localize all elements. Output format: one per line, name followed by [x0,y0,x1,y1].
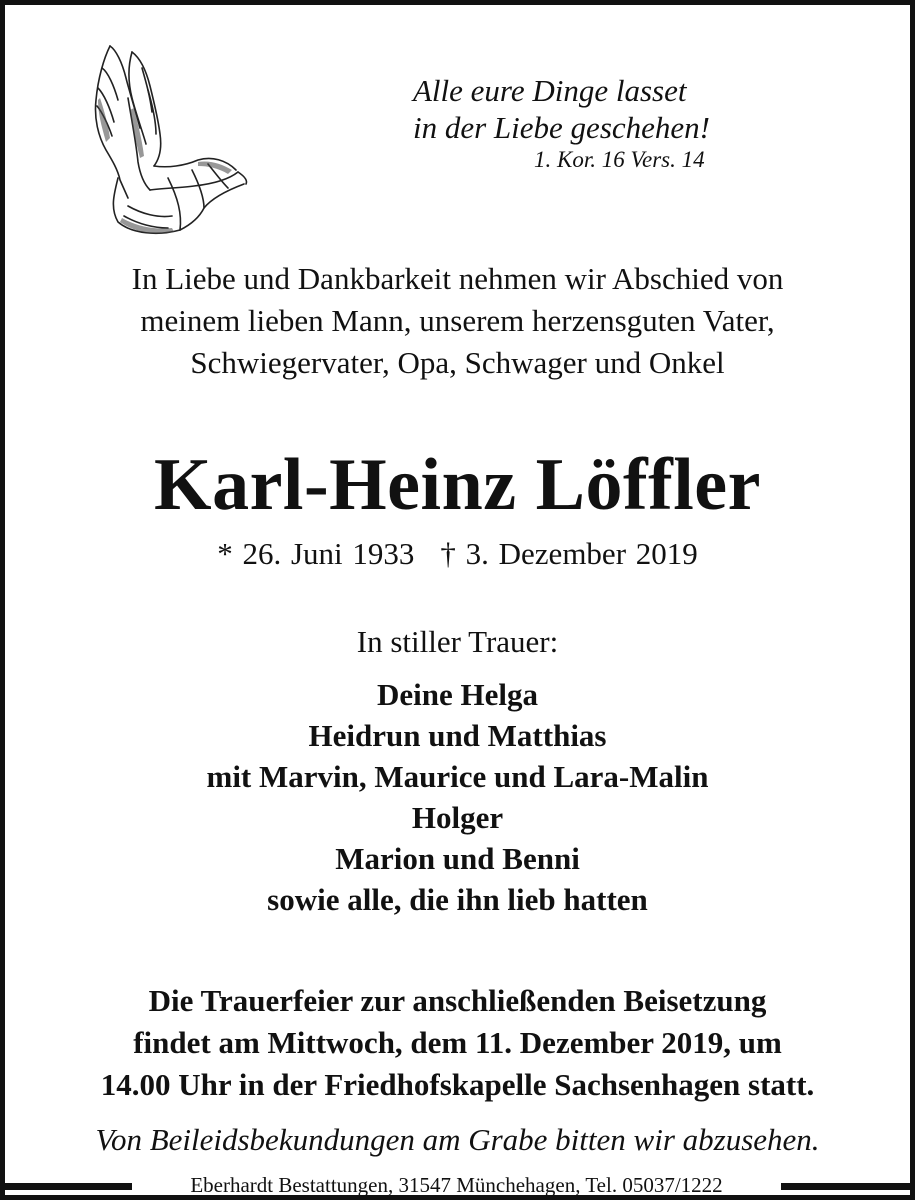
ceremony-line: findet am Mittwoch, dem 11. Dezember 2019, um [133,1025,782,1060]
verse-reference: 1. Kor. 16 Vers. 14 [534,147,705,172]
footer-rule-left [0,1183,132,1190]
ceremony-line: Die Trauerfeier zur anschließenden Beisetzung [148,983,767,1018]
intro-line: In Liebe und Dankbarkeit nehmen wir Abschied von [131,261,784,296]
ceremony-line: 14.00 Uhr in der Friedhofskapelle Sachsenhagen statt. [100,1067,815,1102]
praying-hands-icon [88,38,253,238]
footer-rule-right [781,1183,915,1190]
verse-line-1: Alle eure Dinge lasset [413,73,687,108]
mourner-line: Heidrun und Matthias [308,718,607,753]
death-date: † 3. Dezember 2019 [440,536,698,571]
mourner-line: Deine Helga [377,677,538,712]
mourning-intro: In stiller Trauer: [356,624,559,659]
deceased-name: Karl-Heinz Löffler [154,444,761,526]
footer [0,1172,915,1198]
intro-line: meinem lieben Mann, unserem herzensguten Vater, [140,303,775,338]
life-dates [0,532,915,576]
ceremony-notice [0,980,915,1106]
mourner-line: sowie alle, die ihn lieb hatten [267,882,648,917]
mourners-list [0,674,915,920]
mourner-line: Marion und Benni [335,841,580,876]
intro-line: Schwiegervater, Opa, Schwager und Onkel [190,345,725,380]
mourner-line: mit Marvin, Maurice und Lara-Malin [206,759,709,794]
birth-date: * 26. Juni 1933 [217,536,415,571]
verse-line-2: in der Liebe geschehen! [413,110,710,145]
mourner-line: Holger [411,800,504,835]
bible-verse [380,72,800,173]
condolence-request: Von Beileidsbekundungen am Grabe bitten wir abzusehen. [95,1122,820,1157]
intro-text [0,258,915,384]
undertaker-info: Eberhardt Bestattungen, 31547 Münchehagen, Tel. 05037/1222 [190,1173,723,1197]
